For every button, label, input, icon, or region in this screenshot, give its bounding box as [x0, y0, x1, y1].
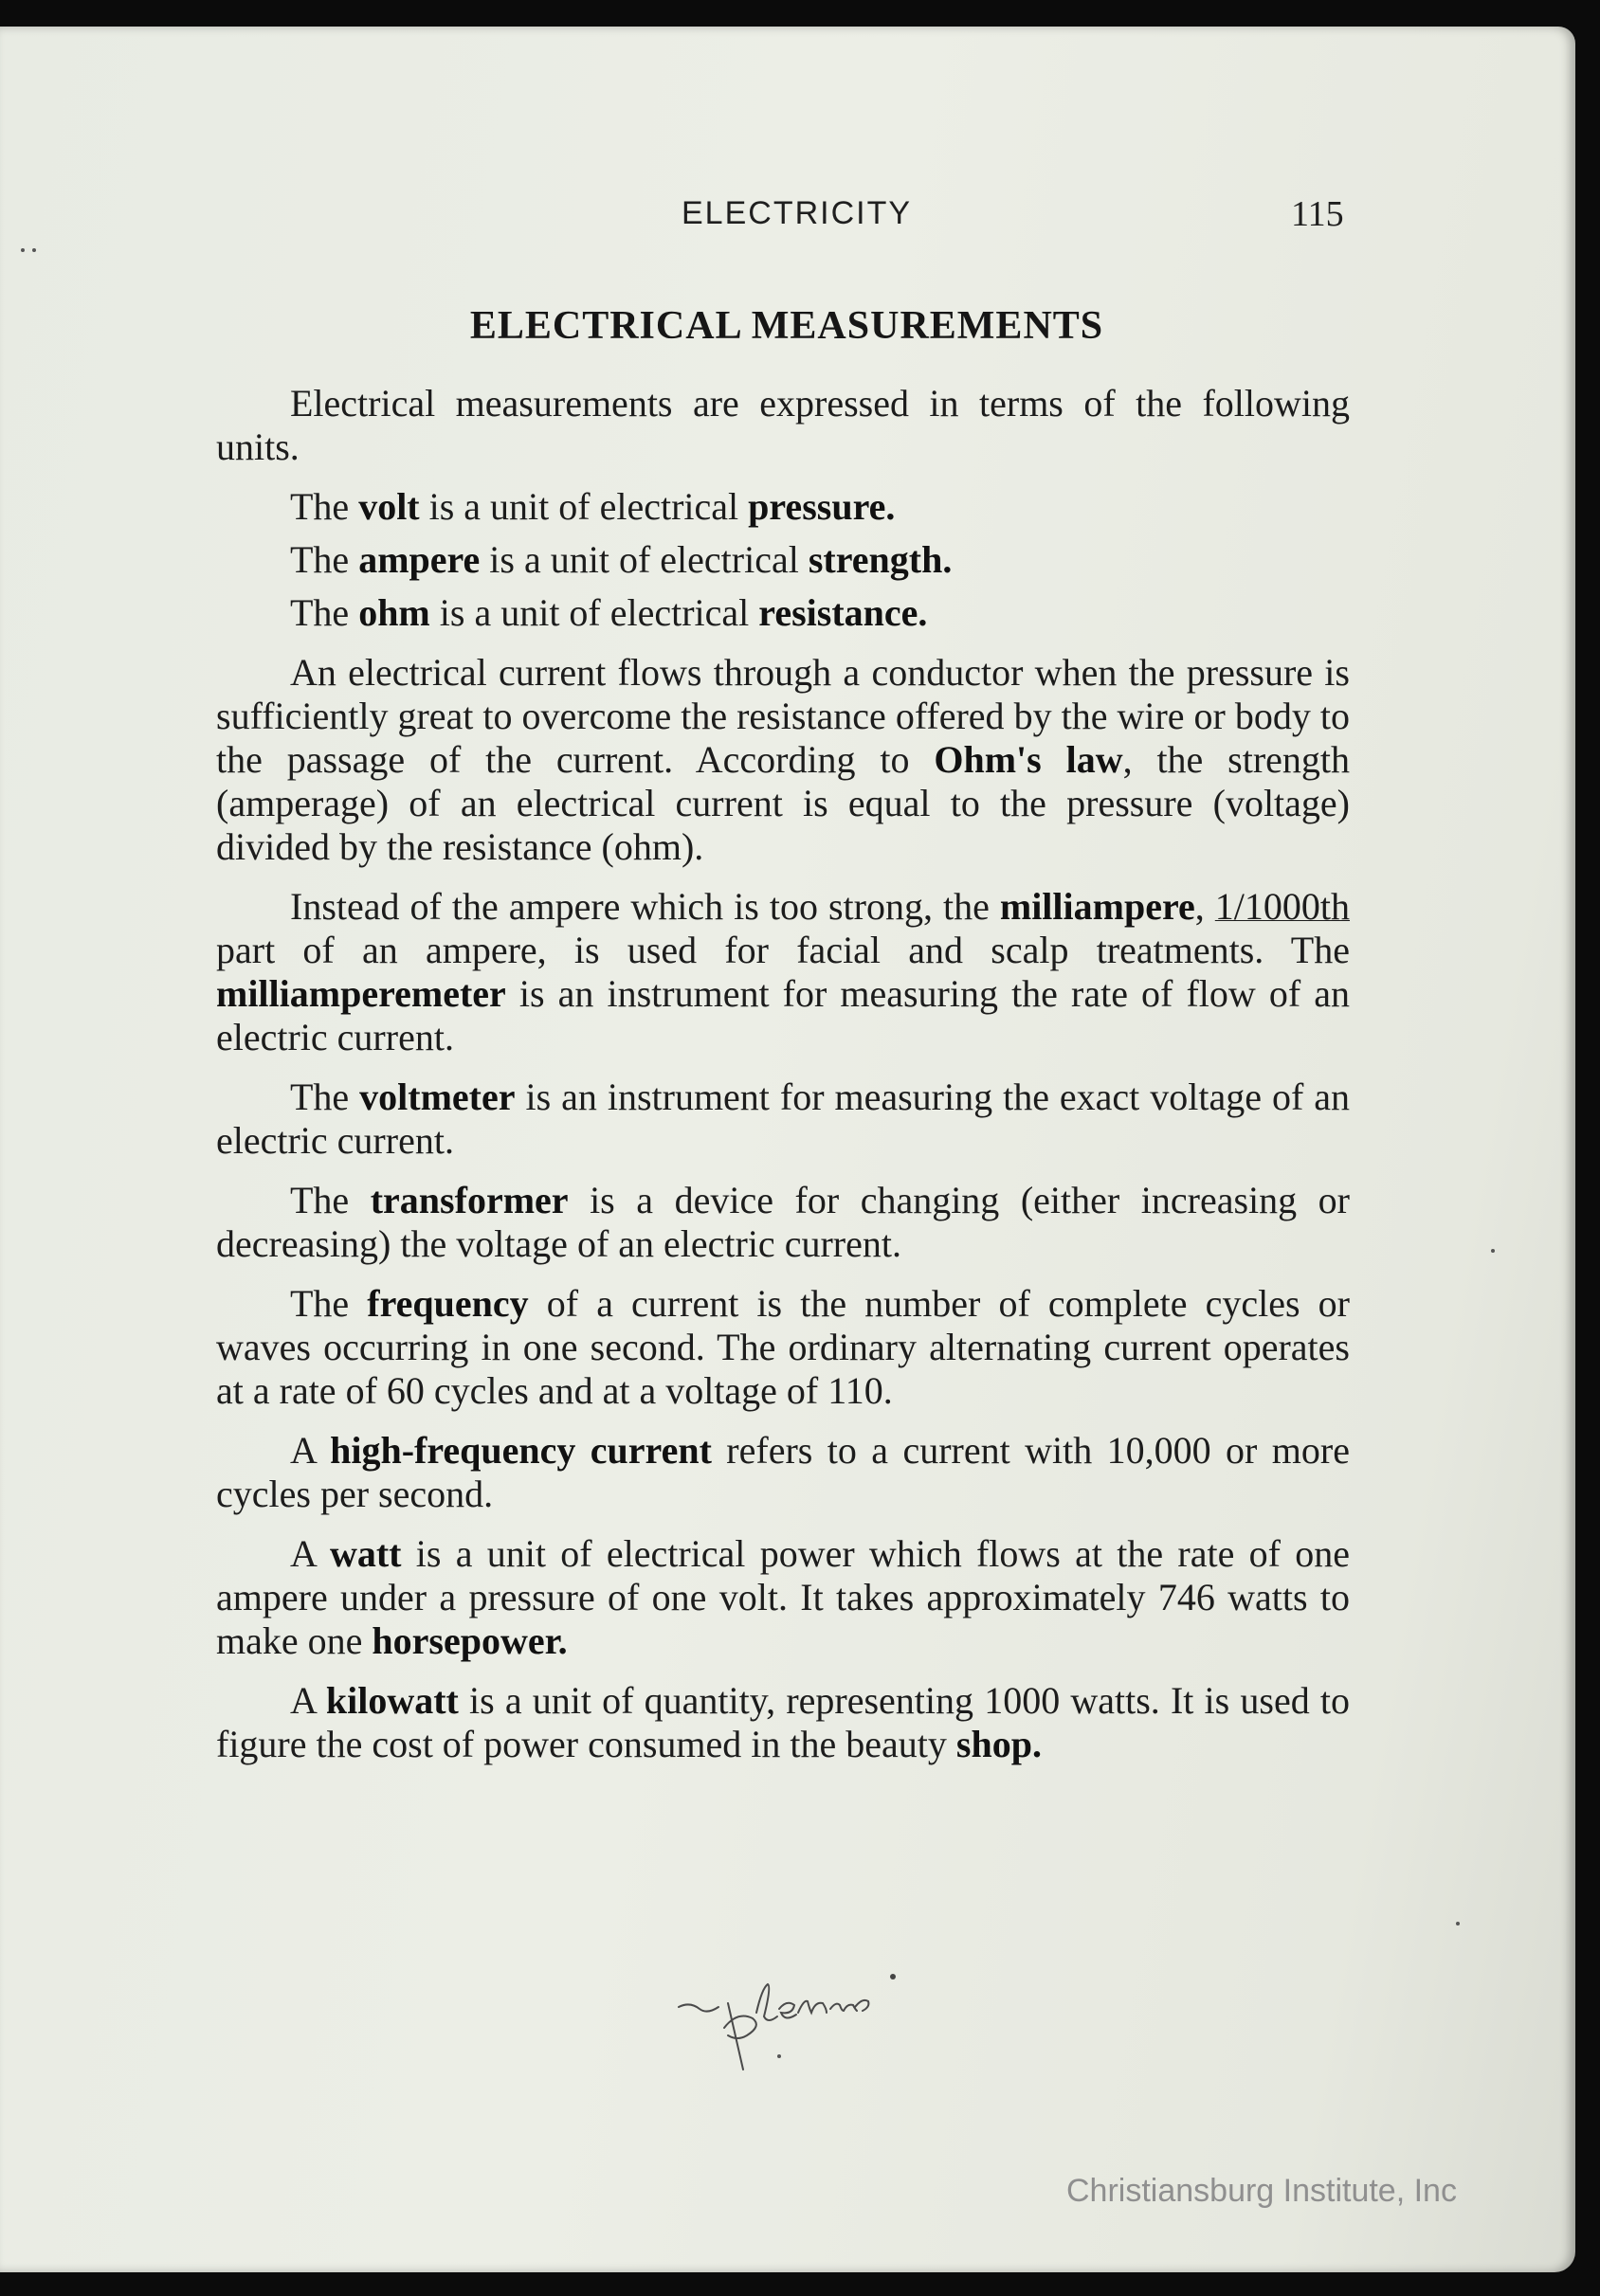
- term-high-frequency-current: high-frequency current: [330, 1429, 712, 1472]
- term-resistance: resistance: [758, 591, 918, 634]
- section-title: ELECTRICAL MEASUREMENTS: [469, 304, 1104, 348]
- volt-definition: The volt is a unit of electrical pressure.: [290, 485, 896, 528]
- running-head: ELECTRICITY: [682, 195, 913, 231]
- term-ohm: ohm: [358, 591, 430, 634]
- term-ampere: ampere: [358, 538, 481, 581]
- handwritten-signature: [669, 1971, 954, 2094]
- body-text: [216, 382, 1350, 1782]
- term-pressure: pressure: [748, 485, 886, 528]
- intro-paragraph: Electrical measurements are expressed in terms of the following units.: [216, 382, 1350, 468]
- term-strength: strength: [808, 538, 943, 581]
- frequency-paragraph: The frequency of a current is the number of complete cycles or waves occurring in one second. The ordinary alternating current operates at a rate of 60 cycles and at a voltage of 110.: [216, 1282, 1350, 1412]
- ohm-definition: The ohm is a unit of electrical resistance.: [290, 591, 928, 634]
- milliampere-paragraph: Instead of the ampere which is too strong, the milliampere, 1/1000th part of an ampere, is used for facial and scalp treatments. The milliamperemeter is an instrument for measuring the rate of flow of an electric current.: [216, 885, 1351, 1058]
- voltmeter-paragraph: The voltmeter is an instrument for measuring the exact voltage of an electric current.: [216, 1076, 1350, 1162]
- watermark-text: Christiansburg Institute, Inc: [1066, 2173, 1457, 2209]
- fraction-underlined: 1/1000th: [1214, 885, 1351, 928]
- term-milliamperemeter: milliamperemeter: [216, 972, 506, 1015]
- term-kilowatt: kilowatt: [325, 1679, 459, 1722]
- term-ohms-law: Ohm's law: [934, 738, 1123, 781]
- page-number: 115: [1291, 194, 1344, 234]
- paper-speck: [21, 248, 25, 252]
- term-shop: shop: [955, 1723, 1032, 1765]
- paper-speck: [1491, 1249, 1495, 1253]
- book-page: [0, 27, 1575, 2272]
- transformer-paragraph: The transformer is a device for changing (either increasing or decreasing) the voltage of an electric current.: [216, 1179, 1351, 1265]
- ampere-definition: The ampere is a unit of electrical strength.: [290, 538, 953, 581]
- paper-speck: [1456, 1922, 1460, 1925]
- ohms-law-paragraph: An electrical current flows through a conductor when the pressure is sufficiently great to overcome the resistance offered by the wire or body to the passage of the current. According to Ohm's law, the strength (amperage) of an electrical current is equal to the pressure (voltage) divided by the resistance (ohm).: [216, 651, 1351, 868]
- term-horsepower: horsepower: [372, 1619, 558, 1662]
- high-frequency-paragraph: A high-frequency current refers to a current with 10,000 or more cycles per second.: [216, 1429, 1350, 1515]
- term-frequency: frequency: [367, 1282, 529, 1325]
- term-voltmeter: voltmeter: [359, 1076, 516, 1118]
- term-watt: watt: [329, 1532, 402, 1575]
- term-transformer: transformer: [370, 1179, 569, 1221]
- kilowatt-paragraph: A kilowatt is a unit of quantity, representing 1000 watts. It is used to figure the cost of power consumed in the beauty shop.: [216, 1679, 1351, 1765]
- term-volt: volt: [358, 485, 420, 528]
- term-milliampere: milliampere: [999, 885, 1195, 928]
- paper-speck: [777, 2054, 781, 2058]
- watt-paragraph: A watt is a unit of electrical power which flows at the rate of one ampere under a pressure of one volt. It takes approximately 746 watts to make one horsepower.: [216, 1532, 1351, 1662]
- paper-speck: [32, 248, 36, 252]
